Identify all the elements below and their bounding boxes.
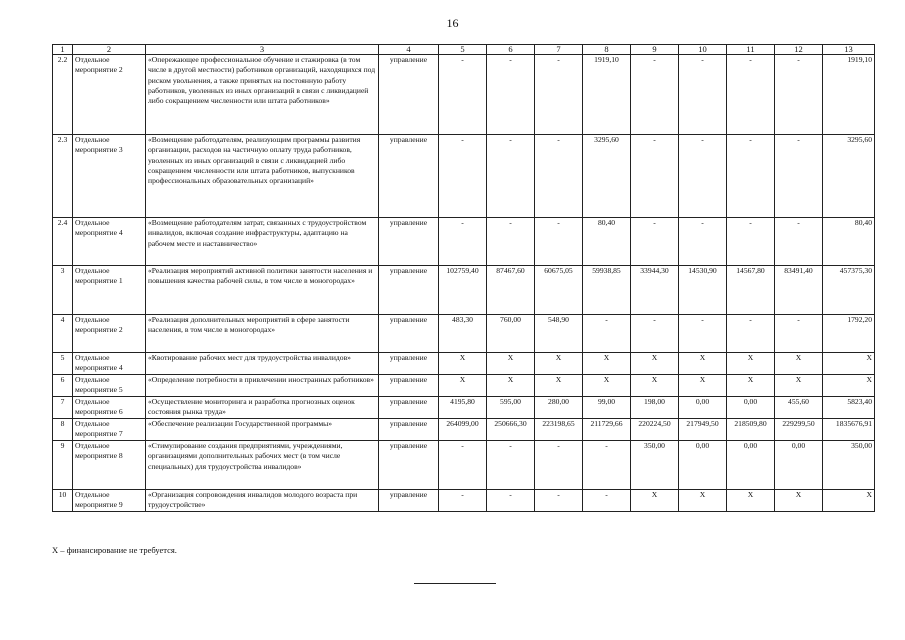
value-8: Х bbox=[583, 353, 631, 375]
value-6: Х bbox=[487, 375, 535, 397]
column-number: 10 bbox=[679, 45, 727, 55]
column-number: 5 bbox=[439, 45, 487, 55]
event-type: Отдельное мероприятие 9 bbox=[73, 490, 146, 512]
value-9: - bbox=[631, 135, 679, 218]
value-12: - bbox=[775, 218, 823, 266]
executor: управление bbox=[379, 375, 439, 397]
value-6: 250666,30 bbox=[487, 419, 535, 441]
value-10: - bbox=[679, 218, 727, 266]
value-10: 14530,90 bbox=[679, 266, 727, 315]
funding-table bbox=[52, 44, 875, 512]
row-number: 5 bbox=[53, 353, 73, 375]
executor: управление bbox=[379, 441, 439, 490]
value-9: Х bbox=[631, 353, 679, 375]
event-description: «Возмещение работодателям, реализующим программы развития организации, расходов на частичную оплату труда работников, уволенных из иных организаций в связи с ликвидацией либо сокращением численности или штата работников, выпускников профессиональных образовательных организаций» bbox=[146, 135, 379, 218]
value-8: - bbox=[583, 441, 631, 490]
event-type: Отдельное мероприятие 4 bbox=[73, 218, 146, 266]
table-row bbox=[53, 353, 875, 375]
value-12: 229299,50 bbox=[775, 419, 823, 441]
value-11: 0,00 bbox=[727, 397, 775, 419]
value-6: - bbox=[487, 441, 535, 490]
value-total: Х bbox=[823, 353, 875, 375]
row-number: 6 bbox=[53, 375, 73, 397]
value-6: - bbox=[487, 218, 535, 266]
value-5: - bbox=[439, 55, 487, 135]
value-11: Х bbox=[727, 353, 775, 375]
column-number: 6 bbox=[487, 45, 535, 55]
executor: управление bbox=[379, 419, 439, 441]
value-9: - bbox=[631, 218, 679, 266]
value-9: 350,00 bbox=[631, 441, 679, 490]
value-7: - bbox=[535, 218, 583, 266]
value-5: - bbox=[439, 441, 487, 490]
value-6: 595,00 bbox=[487, 397, 535, 419]
event-type: Отдельное мероприятие 3 bbox=[73, 135, 146, 218]
column-number: 1 bbox=[53, 45, 73, 55]
value-8: 3295,60 bbox=[583, 135, 631, 218]
value-6: Х bbox=[487, 353, 535, 375]
row-number: 3 bbox=[53, 266, 73, 315]
value-10: Х bbox=[679, 490, 727, 512]
value-9: 220224,50 bbox=[631, 419, 679, 441]
value-5: - bbox=[439, 218, 487, 266]
value-8: - bbox=[583, 315, 631, 353]
event-type: Отдельное мероприятие 4 bbox=[73, 353, 146, 375]
event-type: Отдельное мероприятие 2 bbox=[73, 55, 146, 135]
value-7: - bbox=[535, 490, 583, 512]
value-5: Х bbox=[439, 353, 487, 375]
value-9: Х bbox=[631, 375, 679, 397]
value-12: Х bbox=[775, 353, 823, 375]
value-6: 760,00 bbox=[487, 315, 535, 353]
value-12: 0,00 bbox=[775, 441, 823, 490]
event-description: «Квотирование рабочих мест для трудоустройства инвалидов» bbox=[146, 353, 379, 375]
value-11: - bbox=[727, 315, 775, 353]
bottom-rule bbox=[414, 583, 496, 584]
value-10: - bbox=[679, 55, 727, 135]
value-11: 218509,80 bbox=[727, 419, 775, 441]
value-5: - bbox=[439, 490, 487, 512]
value-total: 5823,40 bbox=[823, 397, 875, 419]
value-total: 1792,20 bbox=[823, 315, 875, 353]
event-type: Отдельное мероприятие 6 bbox=[73, 397, 146, 419]
event-description: «Реализация дополнительных мероприятий в сфере занятости населения, в том числе в моногородах» bbox=[146, 315, 379, 353]
value-8: 80,40 bbox=[583, 218, 631, 266]
value-10: 0,00 bbox=[679, 397, 727, 419]
event-description: «Обеспечение реализации Государственной программы» bbox=[146, 419, 379, 441]
row-number: 2.3 bbox=[53, 135, 73, 218]
event-type: Отдельное мероприятие 2 bbox=[73, 315, 146, 353]
event-type: Отдельное мероприятие 8 bbox=[73, 441, 146, 490]
value-5: 483,30 bbox=[439, 315, 487, 353]
executor: управление bbox=[379, 266, 439, 315]
executor: управление bbox=[379, 135, 439, 218]
value-12: Х bbox=[775, 490, 823, 512]
table-row bbox=[53, 490, 875, 512]
value-5: 4195,80 bbox=[439, 397, 487, 419]
footnote: Х – финансирование не требуется. bbox=[52, 545, 177, 555]
value-8: 211729,66 bbox=[583, 419, 631, 441]
row-number: 2.2 bbox=[53, 55, 73, 135]
value-10: - bbox=[679, 315, 727, 353]
value-7: 280,00 bbox=[535, 397, 583, 419]
value-5: - bbox=[439, 135, 487, 218]
row-number: 4 bbox=[53, 315, 73, 353]
value-11: - bbox=[727, 55, 775, 135]
value-12: Х bbox=[775, 375, 823, 397]
value-total: 1919,10 bbox=[823, 55, 875, 135]
column-number-row bbox=[53, 45, 875, 55]
table-row bbox=[53, 135, 875, 218]
executor: управление bbox=[379, 218, 439, 266]
value-9: 198,00 bbox=[631, 397, 679, 419]
event-description: «Реализация мероприятий активной политики занятости населения и повышения качества рабочей силы, в том числе в моногородах» bbox=[146, 266, 379, 315]
value-11: Х bbox=[727, 375, 775, 397]
executor: управление bbox=[379, 55, 439, 135]
executor: управление bbox=[379, 490, 439, 512]
row-number: 2.4 bbox=[53, 218, 73, 266]
row-number: 7 bbox=[53, 397, 73, 419]
page-number: 16 bbox=[446, 16, 459, 30]
value-10: 0,00 bbox=[679, 441, 727, 490]
event-description: «Стимулирование создания предприятиями, учреждениями, организациями дополнительных рабочих мест (в том числе специальных) для трудоустройства инвалидов» bbox=[146, 441, 379, 490]
value-11: Х bbox=[727, 490, 775, 512]
column-number: 11 bbox=[727, 45, 775, 55]
value-total: 457375,30 bbox=[823, 266, 875, 315]
value-5: 264099,00 bbox=[439, 419, 487, 441]
value-11: 0,00 bbox=[727, 441, 775, 490]
table-row bbox=[53, 218, 875, 266]
value-total: 1835676,91 bbox=[823, 419, 875, 441]
column-number: 13 bbox=[823, 45, 875, 55]
value-7: Х bbox=[535, 375, 583, 397]
value-7: - bbox=[535, 55, 583, 135]
event-description: «Организация сопровождения инвалидов молодого возраста при трудоустройстве» bbox=[146, 490, 379, 512]
value-11: - bbox=[727, 135, 775, 218]
value-7: - bbox=[535, 135, 583, 218]
row-number: 10 bbox=[53, 490, 73, 512]
value-12: 83491,40 bbox=[775, 266, 823, 315]
value-10: 217949,50 bbox=[679, 419, 727, 441]
event-type: Отдельное мероприятие 5 bbox=[73, 375, 146, 397]
table-row bbox=[53, 441, 875, 490]
row-number: 9 bbox=[53, 441, 73, 490]
table-row bbox=[53, 315, 875, 353]
value-6: - bbox=[487, 55, 535, 135]
executor: управление bbox=[379, 315, 439, 353]
value-5: 102759,40 bbox=[439, 266, 487, 315]
value-7: - bbox=[535, 441, 583, 490]
value-7: 548,90 bbox=[535, 315, 583, 353]
event-description: «Опережающее профессиональное обучение и стажировка (в том числе в другой местности) работников организаций, находящихся под риском увольнения, а также принятых на постоянную работу работников, уволенных из иных организаций в связи с ликвидацией либо сокращением численности или штата работников» bbox=[146, 55, 379, 135]
value-8: 59938,85 bbox=[583, 266, 631, 315]
value-total: Х bbox=[823, 375, 875, 397]
value-12: - bbox=[775, 315, 823, 353]
value-5: Х bbox=[439, 375, 487, 397]
column-number: 8 bbox=[583, 45, 631, 55]
table-row bbox=[53, 375, 875, 397]
table-row bbox=[53, 266, 875, 315]
value-12: - bbox=[775, 55, 823, 135]
column-number: 7 bbox=[535, 45, 583, 55]
value-10: - bbox=[679, 135, 727, 218]
value-9: 33944,30 bbox=[631, 266, 679, 315]
value-10: Х bbox=[679, 375, 727, 397]
event-type: Отдельное мероприятие 7 bbox=[73, 419, 146, 441]
table-row bbox=[53, 55, 875, 135]
value-10: Х bbox=[679, 353, 727, 375]
column-number: 2 bbox=[73, 45, 146, 55]
executor: управление bbox=[379, 397, 439, 419]
event-description: «Возмещение работодателям затрат, связанных с трудоустройством инвалидов, включая создание инфраструктуры, адаптацию на рабочем месте и наставничество» bbox=[146, 218, 379, 266]
table-row bbox=[53, 397, 875, 419]
value-7: 223198,65 bbox=[535, 419, 583, 441]
value-6: - bbox=[487, 135, 535, 218]
column-number: 3 bbox=[146, 45, 379, 55]
value-12: - bbox=[775, 135, 823, 218]
value-7: 60675,05 bbox=[535, 266, 583, 315]
value-7: Х bbox=[535, 353, 583, 375]
value-total: 80,40 bbox=[823, 218, 875, 266]
value-12: 455,60 bbox=[775, 397, 823, 419]
event-type: Отдельное мероприятие 1 bbox=[73, 266, 146, 315]
event-description: «Осуществление мониторинга и разработка прогнозных оценок состояния рынка труда» bbox=[146, 397, 379, 419]
column-number: 9 bbox=[631, 45, 679, 55]
value-9: Х bbox=[631, 490, 679, 512]
value-total: 3295,60 bbox=[823, 135, 875, 218]
value-11: - bbox=[727, 218, 775, 266]
value-8: 1919,10 bbox=[583, 55, 631, 135]
value-8: Х bbox=[583, 375, 631, 397]
value-9: - bbox=[631, 315, 679, 353]
value-6: 87467,60 bbox=[487, 266, 535, 315]
column-number: 4 bbox=[379, 45, 439, 55]
table-row bbox=[53, 419, 875, 441]
value-total: 350,00 bbox=[823, 441, 875, 490]
value-total: Х bbox=[823, 490, 875, 512]
column-number: 12 bbox=[775, 45, 823, 55]
value-9: - bbox=[631, 55, 679, 135]
value-11: 14567,80 bbox=[727, 266, 775, 315]
executor: управление bbox=[379, 353, 439, 375]
row-number: 8 bbox=[53, 419, 73, 441]
event-description: «Определение потребности в привлечении иностранных работников» bbox=[146, 375, 379, 397]
value-6: - bbox=[487, 490, 535, 512]
value-8: 99,00 bbox=[583, 397, 631, 419]
value-8: - bbox=[583, 490, 631, 512]
